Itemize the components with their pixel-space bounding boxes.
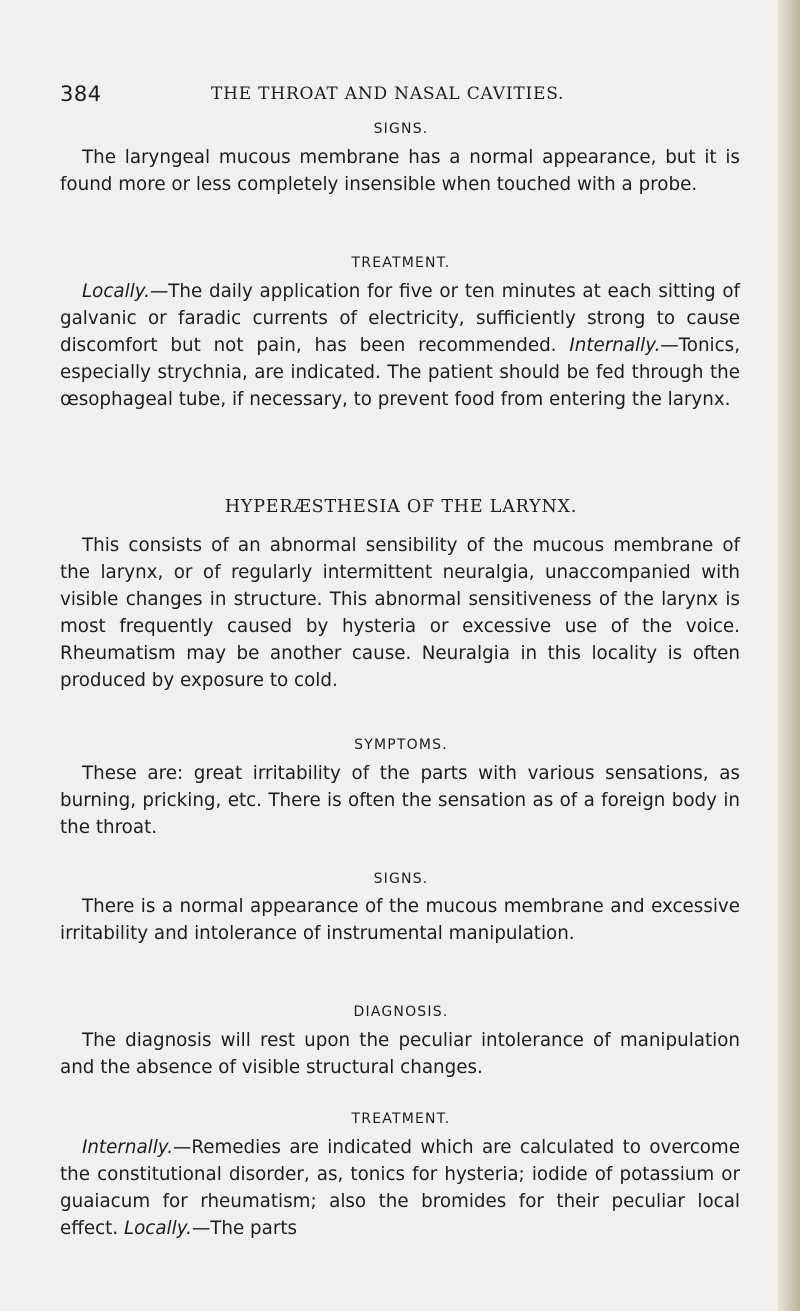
hyperaesthesia-heading: HYPERÆSTHESIA OF THE LARYNX. (224, 497, 578, 517)
locally-text: —The daily application for five or ten minutes at each sitting of galvanic or faradic currents of electricity, sufficiently strong to cause discomfort but not pain, has been recommended. (60, 281, 740, 357)
page-edge-shadow (778, 0, 800, 1311)
symptoms-paragraph: These are: great irritability of the parts with various sensations, as burning, pricking, etc. There is often the sensation as of a foreign body in the throat. (60, 763, 740, 839)
symptoms-heading: SYMPTOMS. (354, 737, 448, 753)
page-header (60, 82, 742, 112)
treatment-heading-2: TREATMENT. (351, 1111, 451, 1127)
internally-text-2: —Remedies are indicated which are calculated to overcome the constitutional disorder, as, tonics for hysteria; iodide of potassium or guaiacum for rheumatism; also the bromides for their peculiar local effect. (60, 1137, 740, 1240)
internally-label-2: Internally. (81, 1137, 174, 1158)
hyperaesthesia-paragraph: This consists of an abnormal sensibility of the mucous membrane of the larynx, or of regularly intermittent neuralgia, unaccompanied with visible changes in structure. This abnormal sensitiveness of the larynx is most frequently caused by hysteria or excessive use of the voice. Rheumatism may be another cause. Neuralgia in this locality is often produced by exposure to cold. (60, 535, 740, 692)
signs-heading-2: SIGNS. (373, 871, 429, 887)
locally-label: Locally. (81, 281, 150, 302)
signs-paragraph-2: There is a normal appearance of the mucous membrane and excessive irritability and intolerance of instrumental manipulation. (60, 896, 740, 945)
running-title: THE THROAT AND NASAL CAVITIES. (211, 84, 565, 104)
treatment-heading: TREATMENT. (351, 255, 451, 271)
diagnosis-paragraph: The diagnosis will rest upon the peculiar intolerance of manipulation and the absence of visible structural changes. (60, 1030, 740, 1079)
signs-heading: SIGNS. (373, 121, 429, 137)
internally-text: —Tonics, especially strychnia, are indicated. The patient should be fed through the œsophageal tube, if necessary, to prevent food from entering the larynx. (60, 335, 740, 411)
page-number: 384 (60, 82, 102, 106)
internally-label: Internally. (569, 335, 661, 357)
diagnosis-heading: DIAGNOSIS. (353, 1004, 449, 1020)
signs-paragraph: The laryngeal mucous membrane has a normal appearance, but it is found more or less completely insensible when touched with a probe. (60, 147, 740, 196)
treatment-paragraph (60, 278, 740, 413)
locally-text-2: —The parts (191, 1218, 298, 1240)
locally-label-2: Locally. (123, 1218, 192, 1240)
treatment-paragraph-2 (60, 1134, 740, 1242)
